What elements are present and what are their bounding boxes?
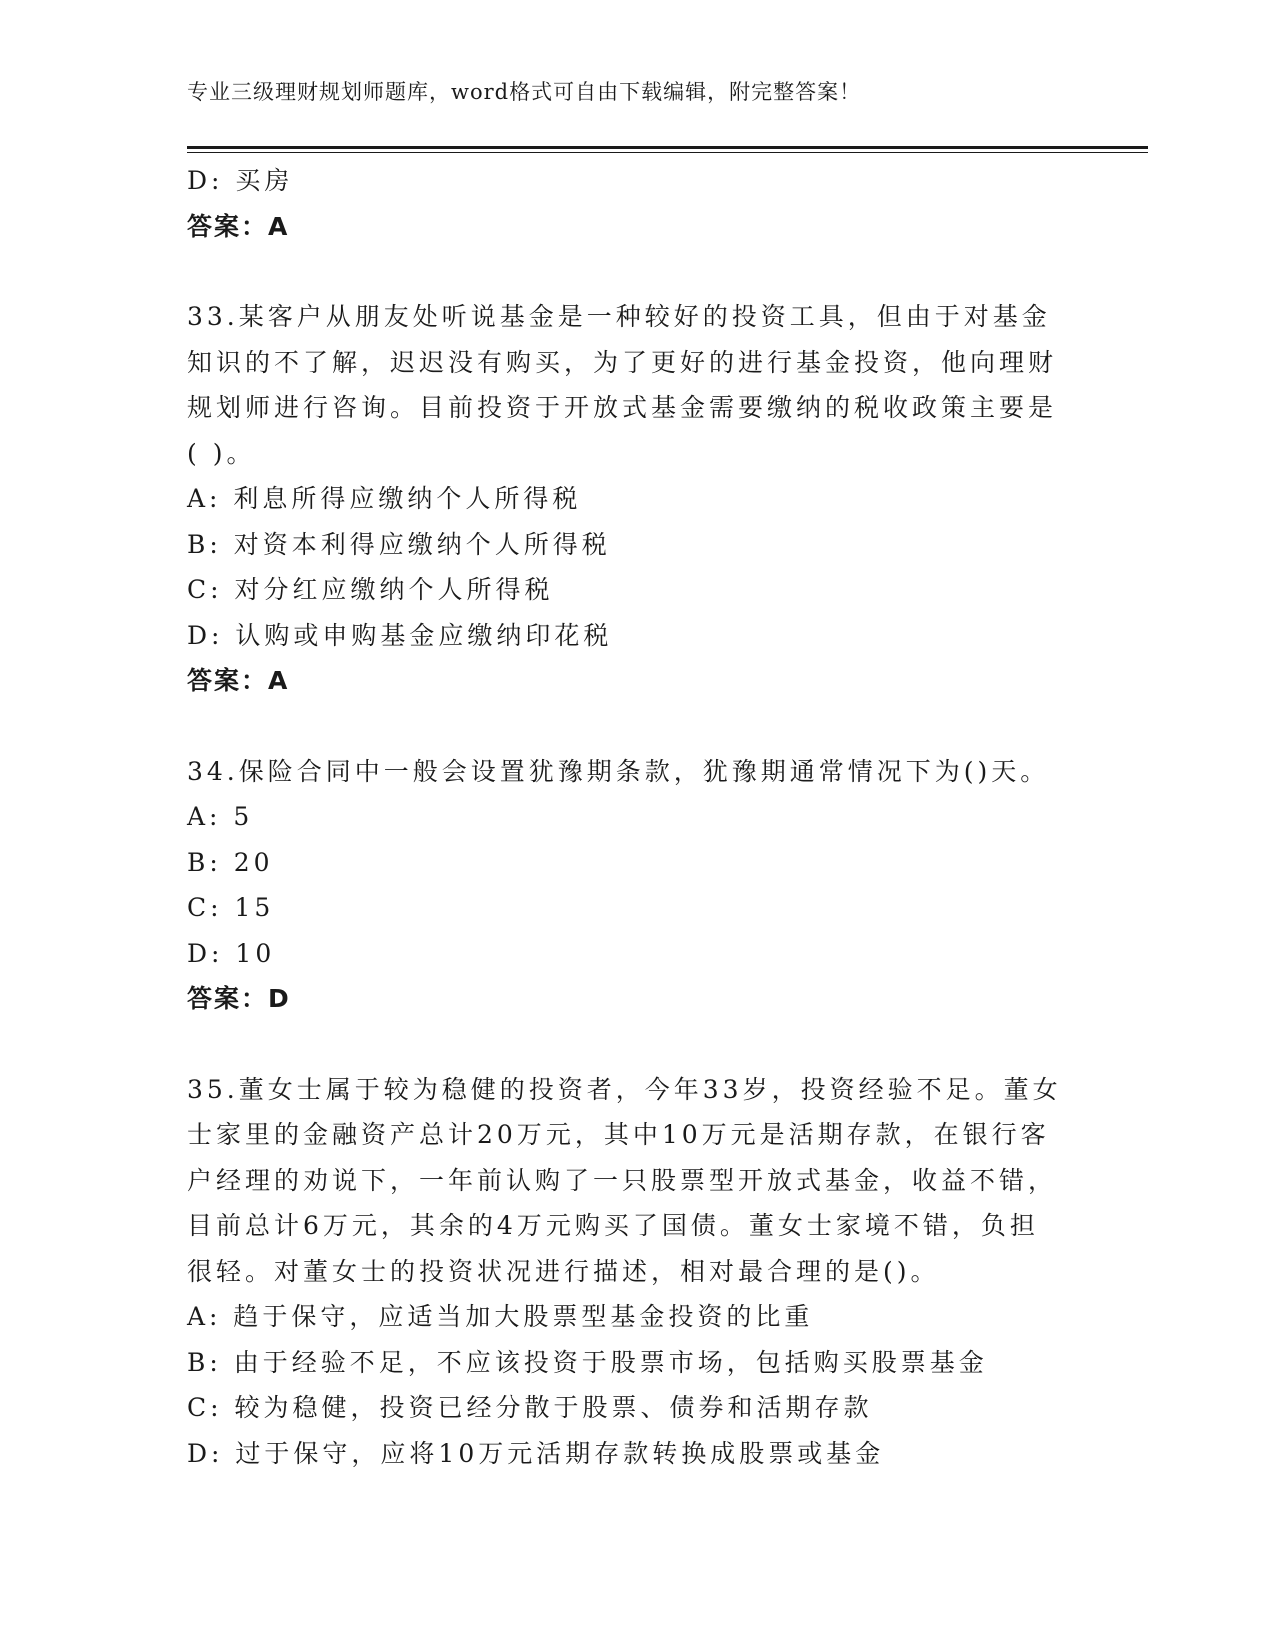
header-rule-thick	[187, 146, 1148, 149]
spacer	[187, 1022, 1067, 1067]
question-35-option-b: B: 由于经验不足，不应该投资于股票市场，包括购买股票基金	[187, 1347, 988, 1377]
prev-option-d: D: 买房	[187, 166, 294, 195]
question-33-option-d: D: 认购或申购基金应缴纳印花税	[187, 620, 613, 650]
question-35-option-c: C: 较为稳健，投资已经分散于股票、债券和活期存款	[187, 1393, 873, 1422]
question-33-option-c: C: 对分红应缴纳个人所得税	[187, 575, 554, 604]
question-34-text: 34.保险合同中一般会设置犹豫期条款，犹豫期通常情况下为()天。	[187, 756, 1050, 786]
spacer	[187, 704, 1067, 749]
question-35-option-d: D: 过于保守，应将10万元活期存款转换成股票或基金	[187, 1438, 885, 1468]
spacer	[187, 249, 1067, 294]
question-34-answer: 答案：D	[187, 984, 291, 1013]
header-rule-thin	[187, 152, 1148, 153]
question-35-option-a: A: 趋于保守，应适当加大股票型基金投资的比重	[187, 1302, 814, 1331]
page-header: 专业三级理财规划师题库，word格式可自由下载编辑，附完整答案！	[187, 80, 862, 104]
question-33-option-a: A: 利息所得应缴纳个人所得税	[187, 484, 582, 513]
question-35-text: 35.董女士属于较为稳健的投资者，今年33岁，投资经验不足。董女士家里的金融资产总计20万元，其中10万元是活期存款，在银行客户经理的劝说下，一年前认购了一只股票型开放式基金，收益不错，目前总计6万元，其余的4万元购买了国债。董女士家境不错，负担很轻。对董女士的投资状况进行描述，相对最合理的是()。	[187, 1074, 1062, 1286]
question-33-text: 33.某客户从朋友处听说基金是一种较好的投资工具，但由于对基金知识的不了解，迟迟没有购买，为了更好的进行基金投资，他向理财规划师进行咨询。目前投资于开放式基金需要缴纳的税收政策主要是( )。	[187, 302, 1058, 468]
question-34-option-d: D: 10	[187, 938, 276, 968]
question-34-option-b: B: 20	[187, 847, 274, 877]
question-33-option-b: B: 对资本利得应缴纳个人所得税	[187, 529, 611, 559]
question-34-option-c: C: 15	[187, 893, 275, 922]
prev-answer: 答案：A	[187, 211, 290, 241]
question-content	[187, 158, 1067, 1476]
question-34-option-a: A: 5	[187, 802, 254, 831]
question-33-answer: 答案：A	[187, 666, 290, 695]
